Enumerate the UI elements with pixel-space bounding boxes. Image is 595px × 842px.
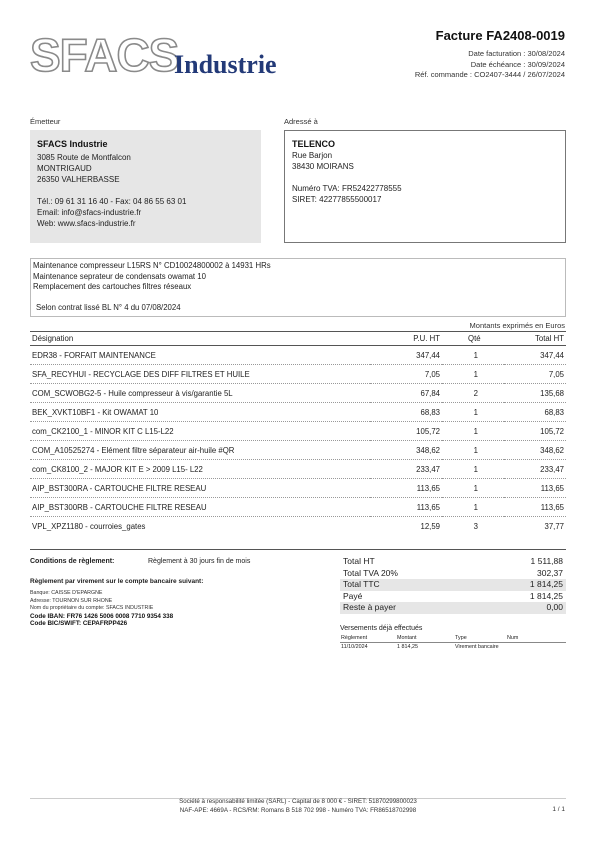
iban: Code IBAN: FR76 1426 5006 0008 7710 9354 338 — [30, 612, 174, 620]
line-description: courroies_gates — [89, 522, 146, 532]
column-header-unit-price: P.U. HT — [370, 332, 442, 346]
line-unit-price: 113,65 — [370, 479, 442, 498]
line-reference: AIP_BST300RB — [32, 502, 88, 512]
table-row — [30, 479, 566, 498]
footer-line: Société à responsabilité limitée (SARL) - Capital de 8 000 € - SIRET: 51870299800023 — [179, 798, 417, 805]
table-row — [30, 403, 566, 422]
line-total: 113,65 — [504, 498, 566, 517]
line-unit-price: 105,72 — [370, 422, 442, 441]
total-ht-value: 1 511,88 — [530, 556, 563, 566]
payments-header-num: Num — [506, 635, 566, 642]
line-qty: 3 — [473, 522, 478, 532]
invoice-title: Facture FA2408-0019 — [435, 28, 565, 43]
column-header-qty: Qté — [442, 332, 504, 346]
recipient-siret: SIRET: 42277855500017 — [292, 195, 382, 204]
payments-header-date: Règlement — [340, 635, 396, 642]
contract-reference: Selon contrat lissé BL N° 4 du 07/08/2024 — [36, 302, 181, 312]
line-designation: AIP_BST300RA - CARTOUCHE FILTRE RESEAU — [30, 479, 370, 498]
order-reference: Réf. commande : CO2407-3444 / 26/07/2024 — [414, 70, 565, 79]
payment-amount: 1 814,25 — [397, 643, 418, 650]
line-description: CARTOUCHE FILTRE RESEAU — [94, 502, 207, 512]
line-qty: 2 — [442, 384, 504, 403]
line-designation: com_CK8100_2 - MAJOR KIT E > 2009 L15- L22 — [30, 460, 370, 479]
line-unit-price: 12,59 — [420, 522, 440, 532]
line-qty: 1 — [442, 441, 504, 460]
line-description: CARTOUCHE FILTRE RESEAU — [94, 483, 207, 493]
emitter-website: Web: www.sfacs-industrie.fr — [37, 219, 136, 228]
recipient-label: Adressé à — [284, 117, 318, 126]
table-row — [30, 365, 566, 384]
conditions-value: Règlement à 30 jours fin de mois — [148, 558, 251, 565]
bank-transfer-title: Règlement par virement sur le compte bancaire suivant: — [30, 578, 204, 585]
line-unit-price: 347,44 — [370, 346, 442, 365]
line-unit-price: 67,84 — [370, 384, 442, 403]
bic-swift: Code BIC/SWIFT: CEPAFRPP426 — [30, 620, 128, 628]
totals-block — [340, 556, 566, 614]
recipient-address-line: Rue Barjon — [292, 151, 333, 160]
line-reference: SFA_RECYHUI — [32, 369, 87, 379]
logo-subtitle: Industrie — [174, 50, 277, 79]
invoice-header — [415, 28, 565, 81]
line-unit-price: 7,05 — [370, 365, 442, 384]
recipient-address-line: 38430 MOIRANS — [292, 162, 354, 171]
payments-made — [340, 625, 566, 651]
line-reference: BEK_XVKT10BF1 — [32, 407, 96, 417]
payments-title: Versements déjà effectués — [340, 625, 423, 632]
due-date: Date échéance : 30/09/2024 — [470, 59, 565, 69]
recipient-vat: Numéro TVA: FR52422778555 — [292, 184, 402, 193]
line-designation: BEK_XVKT10BF1 - Kit OWAMAT 10 — [30, 403, 370, 422]
remaining-value: 0,00 — [546, 602, 563, 612]
line-total: 347,44 — [504, 346, 566, 365]
line-description: Kit OWAMAT 10 — [102, 407, 159, 417]
remaining-label: Reste à payer — [343, 602, 396, 612]
line-reference: com_CK8100_2 — [32, 464, 88, 474]
emitter-address-line: MONTRIGAUD — [37, 164, 92, 173]
table-row — [30, 460, 566, 479]
emitter-label: Émetteur — [30, 117, 61, 126]
line-designation: SFA_RECYHUI - RECYCLAGE DES DIFF FILTRES ET HUILE — [30, 365, 370, 384]
line-unit-price: 113,65 — [370, 498, 442, 517]
payment-date: 11/10/2024 — [341, 643, 368, 650]
line-total: 135,68 — [504, 384, 566, 403]
table-row — [30, 441, 566, 460]
conditions-label: Conditions de règlement: — [30, 558, 115, 565]
paid-label: Payé — [343, 590, 363, 601]
total-ttc-label: Total TTC — [343, 579, 380, 589]
paid-value: 1 814,25 — [529, 590, 563, 601]
line-qty: 1 — [442, 346, 504, 365]
invoice-lines-table — [30, 331, 566, 537]
total-ttc-value: 1 814,25 — [529, 579, 563, 589]
line-total: 68,83 — [504, 403, 566, 422]
table-row — [30, 517, 566, 537]
emitter-phone: Tél.: 09 61 31 16 40 - Fax: 04 86 55 63 01 — [37, 197, 187, 206]
line-designation: VPL_XPZ1180 - courroies_gates — [32, 522, 146, 532]
note-line: Maintenance compresseur L15RS N° CD10024800002 à 14931 HRs — [33, 261, 271, 270]
payment-conditions — [30, 558, 330, 628]
emitter-address-line: 26350 VALHERBASSE — [37, 175, 120, 184]
line-qty: 1 — [442, 422, 504, 441]
line-reference: EDR38 — [32, 350, 58, 360]
page-number: 1 / 1 — [552, 806, 565, 813]
logo-wordmark: SFACS — [30, 29, 179, 81]
bank-address: Adresse: TOURNON SUR RHONE — [30, 597, 113, 604]
invoice-notes — [30, 258, 566, 317]
line-total: 7,05 — [504, 365, 566, 384]
recipient-name: TELENCO — [292, 139, 336, 149]
legal-footer — [30, 797, 566, 815]
recipient-block — [284, 130, 566, 243]
line-designation: COM_A10525274 - Elément filtre séparateur air-huile #QR — [30, 441, 370, 460]
line-unit-price: 233,47 — [370, 460, 442, 479]
payment-num — [506, 642, 566, 651]
line-designation: com_CK2100_1 - MINOR KIT C L15-L22 — [30, 422, 370, 441]
line-total: 113,65 — [504, 479, 566, 498]
line-qty: 1 — [442, 365, 504, 384]
line-qty: 1 — [442, 403, 504, 422]
line-total: 348,62 — [504, 441, 566, 460]
line-unit-price: 68,83 — [370, 403, 442, 422]
line-qty: 1 — [442, 460, 504, 479]
payment-type: Virement bancaire — [455, 643, 499, 650]
line-reference: COM_A10525274 — [32, 445, 95, 455]
note-line: Maintenance seprateur de condensats owamat 10 — [33, 271, 206, 281]
payment-row — [340, 642, 566, 651]
line-qty: 1 — [442, 479, 504, 498]
line-total: 233,47 — [504, 460, 566, 479]
line-description: MINOR KIT C L15-L22 — [94, 426, 174, 436]
table-row — [30, 498, 566, 517]
line-description: Elément filtre séparateur air-huile #QR — [101, 445, 235, 455]
total-ht-label: Total HT — [343, 556, 375, 566]
line-designation: AIP_BST300RB - CARTOUCHE FILTRE RESEAU — [30, 498, 370, 517]
line-description: RECYCLAGE DES DIFF FILTRES ET HUILE — [93, 369, 250, 379]
line-reference: VPL_XPZ1180 — [32, 522, 84, 532]
total-tva-label: Total TVA 20% — [343, 567, 398, 578]
line-description: Huile compresseur à vis/garantie 5L — [108, 388, 233, 398]
table-row — [30, 346, 566, 365]
line-total: 37,77 — [544, 522, 564, 532]
emitter-email: Email: info@sfacs-industrie.fr — [37, 208, 142, 217]
total-tva-value: 302,37 — [537, 567, 563, 578]
currency-note: Montants exprimés en Euros — [469, 321, 565, 330]
emitter-address-line: 3085 Route de Montfalcon — [37, 153, 131, 162]
line-reference: COM_SCWOBG2-5 — [32, 388, 102, 398]
account-owner: Nom du propriétaire du compte: SFACS INDUSTRIE — [30, 605, 154, 612]
column-header-total: Total HT — [504, 332, 566, 346]
emitter-name: SFACS Industrie — [37, 139, 108, 149]
column-header-designation: Désignation — [30, 332, 370, 346]
payments-table — [340, 635, 566, 651]
line-reference: com_CK2100_1 — [32, 426, 88, 436]
table-header-row — [30, 332, 566, 346]
table-row — [30, 384, 566, 403]
line-reference: AIP_BST300RA — [32, 483, 88, 493]
payments-header-type: Type — [454, 635, 506, 642]
footer-line: NAF-APE: 4669A - RCS/RM: Romans B 518 702 998 - Numéro TVA: FR86518702998 — [179, 807, 417, 814]
line-designation: COM_SCWOBG2-5 - Huile compresseur à vis/garantie 5L — [30, 384, 370, 403]
emitter-block — [30, 130, 261, 243]
table-row — [30, 422, 566, 441]
table-bottom-rule — [30, 549, 566, 550]
bank-name: Banque: CAISSE D'EPARGNE — [30, 590, 103, 596]
line-unit-price: 348,62 — [370, 441, 442, 460]
line-designation: EDR38 - FORFAIT MAINTENANCE — [30, 346, 370, 365]
line-total: 105,72 — [504, 422, 566, 441]
company-logo — [30, 29, 290, 84]
line-description: FORFAIT MAINTENANCE — [64, 350, 156, 360]
line-description: MAJOR KIT E > 2009 L15- L22 — [94, 464, 203, 474]
note-line: Remplacement des cartouches filtres réseaux — [33, 282, 192, 291]
invoice-date: Date facturation : 30/08/2024 — [468, 49, 565, 58]
payments-header-amount: Montant — [396, 635, 454, 642]
line-qty: 1 — [442, 498, 504, 517]
